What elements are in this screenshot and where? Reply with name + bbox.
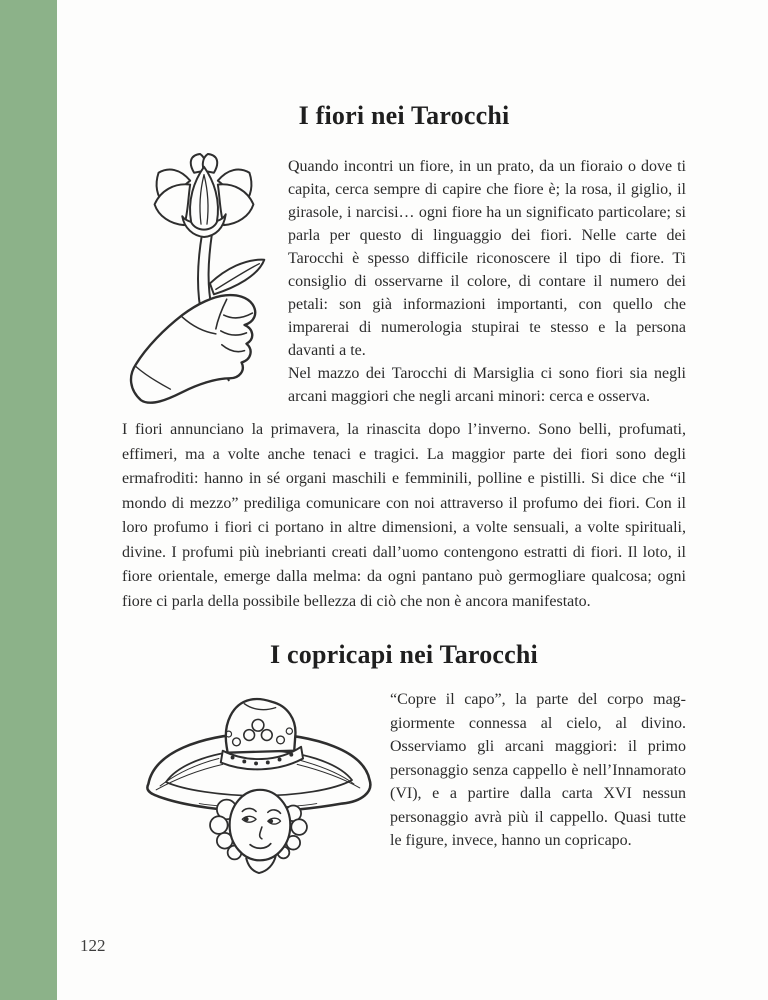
head-with-hat-icon	[140, 690, 376, 876]
head-with-hat-illustration	[122, 688, 390, 876]
left-accent-band	[0, 0, 57, 1000]
section-title-fiori: I fiori nei Tarocchi	[298, 101, 510, 130]
section-title-copricapi: I copricapi nei Tarocchi	[270, 640, 538, 669]
section-copricapi-text	[390, 688, 686, 876]
hand-flower-illustration	[122, 155, 288, 408]
section-fiori	[122, 155, 686, 408]
paragraph: Quando incontri un fiore, in un prato, da un fioraio o dove ti capita, cerca sempre di capire che fiore è; la rosa, il giglio, il girasole, i narcisi… ogni fiore ha un significato particolare; si parla per questo di linguaggio dei fiori. Nelle carte dei Tarocchi è spesso difficile riconoscere il tipo di fiore. Ti consiglio di osservarne il colore, di contare il numero dei petali: son già informazioni importanti, con quello che imparerai di numerologia stupirai te stesso e la persona davanti a te.	[288, 158, 686, 359]
page-number: 122	[80, 936, 106, 955]
paragraph-full-width: I fiori annunciano la primavera, la rinascita dopo l’inverno. Sono belli, profumati, effimeri, ma a volte anche tenaci e tragici. La maggior parte dei fiori sono degli ermafroditi: hanno in sé organi maschili e femminili, polline e pistilli. Si dice che “il mondo di mezzo” prediliga comunicare con noi attraverso il profumo dei fiori. Con il loro profumo i fiori ci portano in altre dimensioni, a volte sensuali, a volte spirituali, divine. I profumi più inebrianti creati dall’uomo contengono estratti di fiori. Il loto, il fiore orientale, emerge dalla melma: da ogni pantano può germogliare qualcosa; ogni fiore ci parla della possibile bellezza di ciò che non è ancora manifestato.	[122, 421, 686, 610]
paragraph: “Copre il capo”, la parte del corpo maggiormente connessa al cielo, al divino. Osserviamo gli arcani maggiori: il primo personaggio senza cappello è nell’Innamorato (VI), e a partire dalla carta XVI nessun personaggio avrà più il cappello. Quasi tutte le figure, invece, hanno un copricapo.	[390, 691, 686, 849]
paragraph: Nel mazzo dei Tarocchi di Marsiglia ci sono fiori sia negli arcani maggiori che negli arcani minori: cerca e osserva.	[288, 365, 686, 405]
section-copricapi	[122, 688, 686, 876]
hand-holding-flower-icon	[124, 153, 284, 405]
page-content	[122, 0, 686, 876]
section-fiori-text	[288, 155, 686, 408]
